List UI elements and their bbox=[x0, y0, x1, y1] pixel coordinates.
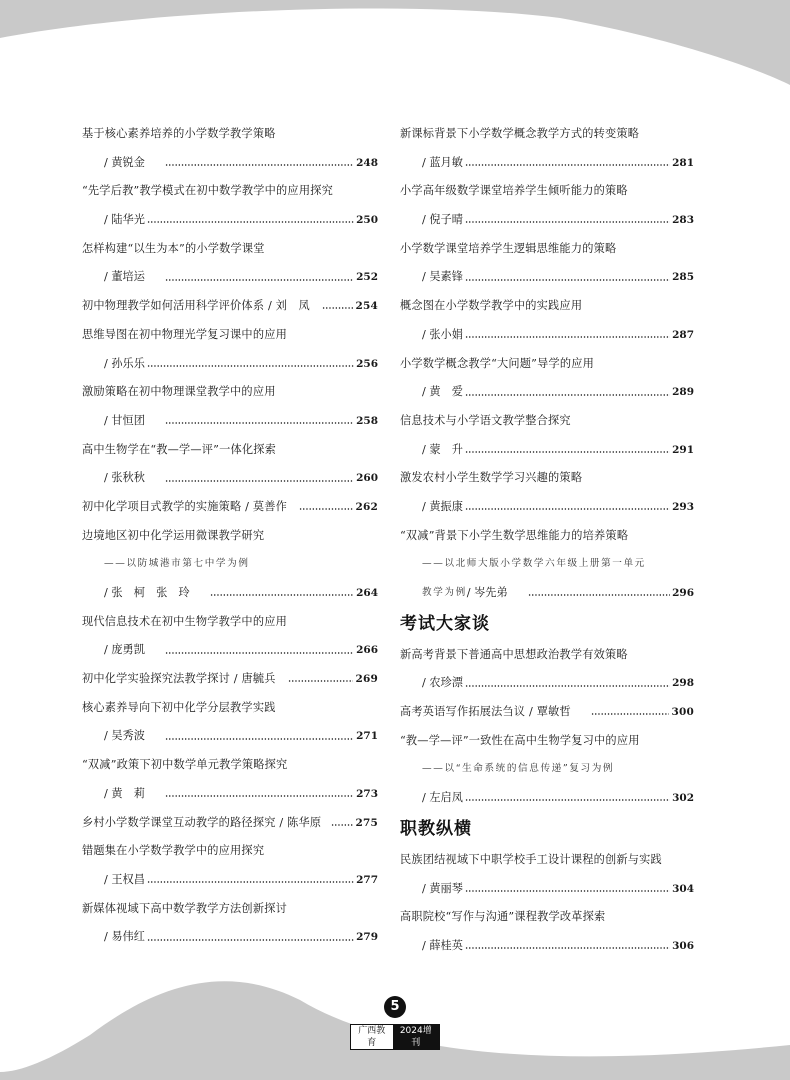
dot-leader bbox=[210, 594, 354, 596]
toc-page-number[interactable]: 264 bbox=[356, 587, 378, 599]
page-footer bbox=[350, 996, 440, 1050]
toc-title[interactable]: 激励策略在初中物理课堂教学中的应用 bbox=[82, 385, 276, 399]
dot-leader bbox=[465, 508, 670, 510]
toc-entry-line bbox=[82, 149, 378, 178]
toc-title[interactable]: 怎样构建“以生为本”的小学数学课堂 bbox=[82, 241, 265, 255]
toc-page-number[interactable]: 269 bbox=[355, 673, 378, 686]
toc-subtitle: ——以北师大版小学数学六年级上册第一单元 bbox=[422, 558, 646, 570]
toc-right-column bbox=[400, 120, 694, 961]
toc-title[interactable]: 小学数学概念教学“大问题”导学的应用 bbox=[400, 356, 595, 370]
toc-author: / 薛桂英 bbox=[422, 938, 463, 952]
dot-leader bbox=[165, 279, 354, 281]
toc-author: / 黄丽琴 bbox=[422, 881, 463, 895]
toc-entry-line bbox=[82, 923, 378, 952]
dot-leader bbox=[165, 795, 354, 797]
toc-page-number[interactable]: 289 bbox=[672, 386, 694, 399]
dot-leader bbox=[147, 221, 354, 223]
dot-leader bbox=[165, 422, 354, 424]
toc-author: / 农珍漂 bbox=[422, 676, 463, 690]
dot-leader bbox=[165, 738, 354, 740]
toc-entry-line bbox=[400, 436, 694, 465]
toc-author: / 蓝月敏 bbox=[422, 155, 463, 169]
toc-entry-line bbox=[400, 493, 694, 522]
toc-title[interactable]: 核心素养导向下初中化学分层教学实践 bbox=[82, 700, 276, 714]
toc-author: / 黄 爱 bbox=[422, 385, 463, 399]
toc-page-number[interactable]: 291 bbox=[672, 443, 694, 456]
toc-page-number[interactable]: 287 bbox=[672, 328, 694, 341]
toc-title[interactable]: 边境地区初中化学运用微课教学研究 bbox=[82, 528, 265, 542]
toc-author: / 王权昌 bbox=[104, 872, 145, 886]
toc-page-number[interactable]: 296 bbox=[672, 587, 694, 599]
toc-author: / 倪子晴 bbox=[422, 213, 463, 227]
toc-title[interactable]: 初中化学项目式教学的实施策略 / 莫善作 bbox=[82, 499, 288, 513]
dot-leader bbox=[465, 451, 670, 453]
toc-entry-line bbox=[400, 932, 694, 961]
toc-title[interactable]: 新课标背景下小学数学概念教学方式的转变策略 bbox=[400, 127, 640, 140]
toc-entry-line bbox=[400, 206, 694, 235]
toc-entry-line bbox=[400, 263, 694, 292]
toc-title[interactable]: 高中生物学在“教—学—评”一体化探索 bbox=[82, 442, 277, 456]
toc-entry-line bbox=[400, 875, 694, 904]
toc-entry-line bbox=[82, 206, 378, 235]
toc-page-number[interactable]: 293 bbox=[672, 500, 694, 513]
toc-entry-line bbox=[82, 464, 378, 493]
toc-author: / 吴秀波 bbox=[104, 729, 145, 743]
toc-title[interactable]: 民族团结视域下中职学校手工设计课程的创新与实践 bbox=[400, 852, 662, 866]
toc-title[interactable]: 思维导图在初中物理光学复习课中的应用 bbox=[82, 327, 287, 341]
toc-author: / 董培运 bbox=[104, 270, 145, 284]
toc-entry-inline bbox=[82, 665, 378, 694]
section-heading-exam: 考试大家谈 bbox=[400, 613, 490, 634]
toc-title[interactable]: 初中化学实验探究法教学探讨 / 唐毓兵 bbox=[82, 672, 276, 686]
toc-subtitle-continued: 教学为例 bbox=[422, 587, 467, 598]
dot-leader bbox=[165, 164, 354, 166]
toc-title[interactable]: 高职院校“写作与沟通”课程教学改革探索 bbox=[400, 910, 606, 924]
toc-page-number[interactable]: 275 bbox=[355, 816, 378, 829]
toc-title[interactable]: 初中物理教学如何活用科学评价体系 / 刘 凤 bbox=[82, 299, 310, 313]
toc-title[interactable]: 小学高年级数学课堂培养学生倾听能力的策略 bbox=[400, 184, 628, 198]
dot-leader bbox=[465, 221, 670, 223]
toc-page-number[interactable]: 266 bbox=[356, 644, 378, 657]
toc-title[interactable]: 概念图在小学数学教学中的实践应用 bbox=[400, 299, 583, 313]
journal-label bbox=[350, 1024, 440, 1050]
toc-title[interactable]: 信息技术与小学语文教学整合探究 bbox=[400, 413, 571, 427]
toc-page-number[interactable]: 258 bbox=[356, 414, 378, 427]
toc-title[interactable]: 新高考背景下普通高中思想政治教学有效策略 bbox=[400, 647, 628, 661]
dot-leader bbox=[147, 365, 354, 367]
toc-page-number[interactable]: 260 bbox=[356, 472, 378, 485]
dot-leader bbox=[465, 164, 670, 166]
toc-entry-inline bbox=[82, 809, 378, 838]
toc-title[interactable]: “教—学—评”一致性在高中生物学复习中的应用 bbox=[400, 733, 640, 747]
toc-entry-line bbox=[82, 263, 378, 292]
dot-leader bbox=[322, 307, 354, 309]
toc-entry-line bbox=[400, 669, 694, 698]
dot-leader bbox=[299, 508, 353, 510]
dot-leader bbox=[591, 713, 670, 715]
toc-page-number[interactable]: 279 bbox=[356, 931, 378, 944]
toc-page-number[interactable]: 250 bbox=[356, 214, 378, 227]
toc-entry-inline bbox=[82, 493, 378, 522]
toc-page-number[interactable]: 298 bbox=[672, 677, 694, 690]
dot-leader bbox=[465, 394, 670, 396]
toc-page-number[interactable]: 283 bbox=[672, 214, 694, 227]
toc-author: / 黄锐金 bbox=[104, 155, 145, 169]
dot-leader bbox=[165, 480, 354, 482]
journal-name: 广西教育 bbox=[351, 1025, 393, 1049]
toc-title[interactable]: 高考英语写作拓展法刍议 / 覃敏哲 bbox=[400, 705, 571, 719]
toc-author: / 庞勇凯 bbox=[104, 643, 145, 657]
toc-author: / 岑先弟 bbox=[466, 586, 508, 599]
dot-leader bbox=[465, 799, 670, 801]
toc-entry-line bbox=[82, 350, 378, 379]
page-number-badge: 5 bbox=[384, 996, 406, 1018]
toc-page-number[interactable]: 306 bbox=[672, 939, 694, 952]
toc-page-number[interactable]: 252 bbox=[356, 271, 378, 284]
toc-title[interactable]: 乡村小学数学课堂互动教学的路径探究 / 陈华原 bbox=[82, 815, 322, 829]
toc-entry-line bbox=[82, 636, 378, 665]
dot-leader bbox=[331, 824, 353, 826]
toc-page-number[interactable]: 300 bbox=[671, 706, 694, 719]
toc-entry-line bbox=[82, 780, 378, 809]
toc-page-number[interactable]: 271 bbox=[356, 730, 378, 743]
dot-leader bbox=[165, 652, 354, 654]
toc-entry-line bbox=[400, 321, 694, 350]
toc-author: / 吴素锋 bbox=[422, 270, 463, 284]
toc-title[interactable]: 基于核心素养培养的小学数学教学策略 bbox=[82, 127, 276, 140]
toc-subtitle: ——以“生命系统的信息传递”复习为例 bbox=[422, 763, 615, 775]
toc-entry-line bbox=[400, 378, 694, 407]
toc-page-number[interactable]: 262 bbox=[355, 500, 378, 513]
toc-author: / 左启凤 bbox=[422, 791, 463, 805]
toc-entry-line bbox=[400, 149, 694, 178]
toc-page-number[interactable]: 256 bbox=[356, 357, 378, 370]
dot-leader bbox=[465, 336, 670, 338]
toc-entry-line bbox=[82, 407, 378, 436]
toc-author: / 张秋秋 bbox=[104, 471, 145, 485]
toc-left-column bbox=[82, 120, 378, 952]
toc-title[interactable]: 激发农村小学生数学学习兴趣的策略 bbox=[400, 471, 583, 485]
toc-page-number[interactable]: 285 bbox=[672, 271, 694, 284]
toc-title[interactable]: “双减”背景下小学生数学思维能力的培养策略 bbox=[400, 528, 629, 542]
toc-entry-inline bbox=[82, 292, 378, 321]
section-heading-vocational: 职教纵横 bbox=[400, 818, 472, 839]
toc-entry-line bbox=[82, 579, 378, 608]
toc-page-number[interactable]: 248 bbox=[356, 156, 378, 169]
toc-subtitle: ——以防城港市第七中学为例 bbox=[104, 558, 250, 570]
dot-leader bbox=[465, 947, 670, 949]
dot-leader bbox=[147, 881, 354, 883]
toc-page-number[interactable]: 304 bbox=[672, 882, 694, 895]
toc-title[interactable]: “双减”政策下初中数学单元教学策略探究 bbox=[82, 758, 288, 772]
toc-entry-line bbox=[82, 722, 378, 751]
dot-leader bbox=[465, 685, 670, 687]
journal-issue: 2024增刊 bbox=[393, 1025, 439, 1049]
toc-author: / 易伟红 bbox=[104, 930, 145, 944]
toc-page-number[interactable]: 254 bbox=[355, 300, 378, 313]
toc-author: / 孙乐乐 bbox=[104, 356, 145, 370]
dot-leader bbox=[528, 594, 670, 596]
toc-entry-inline bbox=[400, 698, 694, 727]
toc-page-number[interactable]: 302 bbox=[672, 792, 694, 805]
toc-entry-line bbox=[400, 579, 694, 608]
toc-author: / 黄振康 bbox=[422, 499, 463, 513]
toc-author: / 陆华光 bbox=[104, 213, 145, 227]
toc-title[interactable]: 新媒体视域下高中数学教学方法创新探讨 bbox=[82, 901, 287, 915]
toc-author: / 张 柯 张 玲 bbox=[104, 586, 190, 599]
dot-leader bbox=[465, 279, 670, 281]
toc-author: / 张小娟 bbox=[422, 327, 463, 341]
toc-entry-line bbox=[82, 866, 378, 895]
toc-author: / 甘恒团 bbox=[104, 413, 145, 427]
toc-author: / 蒙 升 bbox=[422, 442, 463, 456]
dot-leader bbox=[147, 939, 354, 941]
toc-page-number[interactable]: 273 bbox=[356, 787, 378, 800]
toc-page-number[interactable]: 277 bbox=[356, 873, 378, 886]
toc-title[interactable]: 小学数学课堂培养学生逻辑思维能力的策略 bbox=[400, 241, 617, 255]
toc-title[interactable]: 错题集在小学数学教学中的应用探究 bbox=[82, 844, 265, 858]
toc-title[interactable]: “先学后教”教学模式在初中数学教学中的应用探究 bbox=[82, 184, 333, 198]
toc-page-number[interactable]: 281 bbox=[672, 156, 694, 169]
toc-title[interactable]: 现代信息技术在初中生物学教学中的应用 bbox=[82, 614, 287, 628]
toc-author: / 黄 莉 bbox=[104, 786, 145, 800]
dot-leader bbox=[465, 890, 670, 892]
toc-entry-line bbox=[400, 784, 694, 813]
dot-leader bbox=[288, 680, 354, 682]
